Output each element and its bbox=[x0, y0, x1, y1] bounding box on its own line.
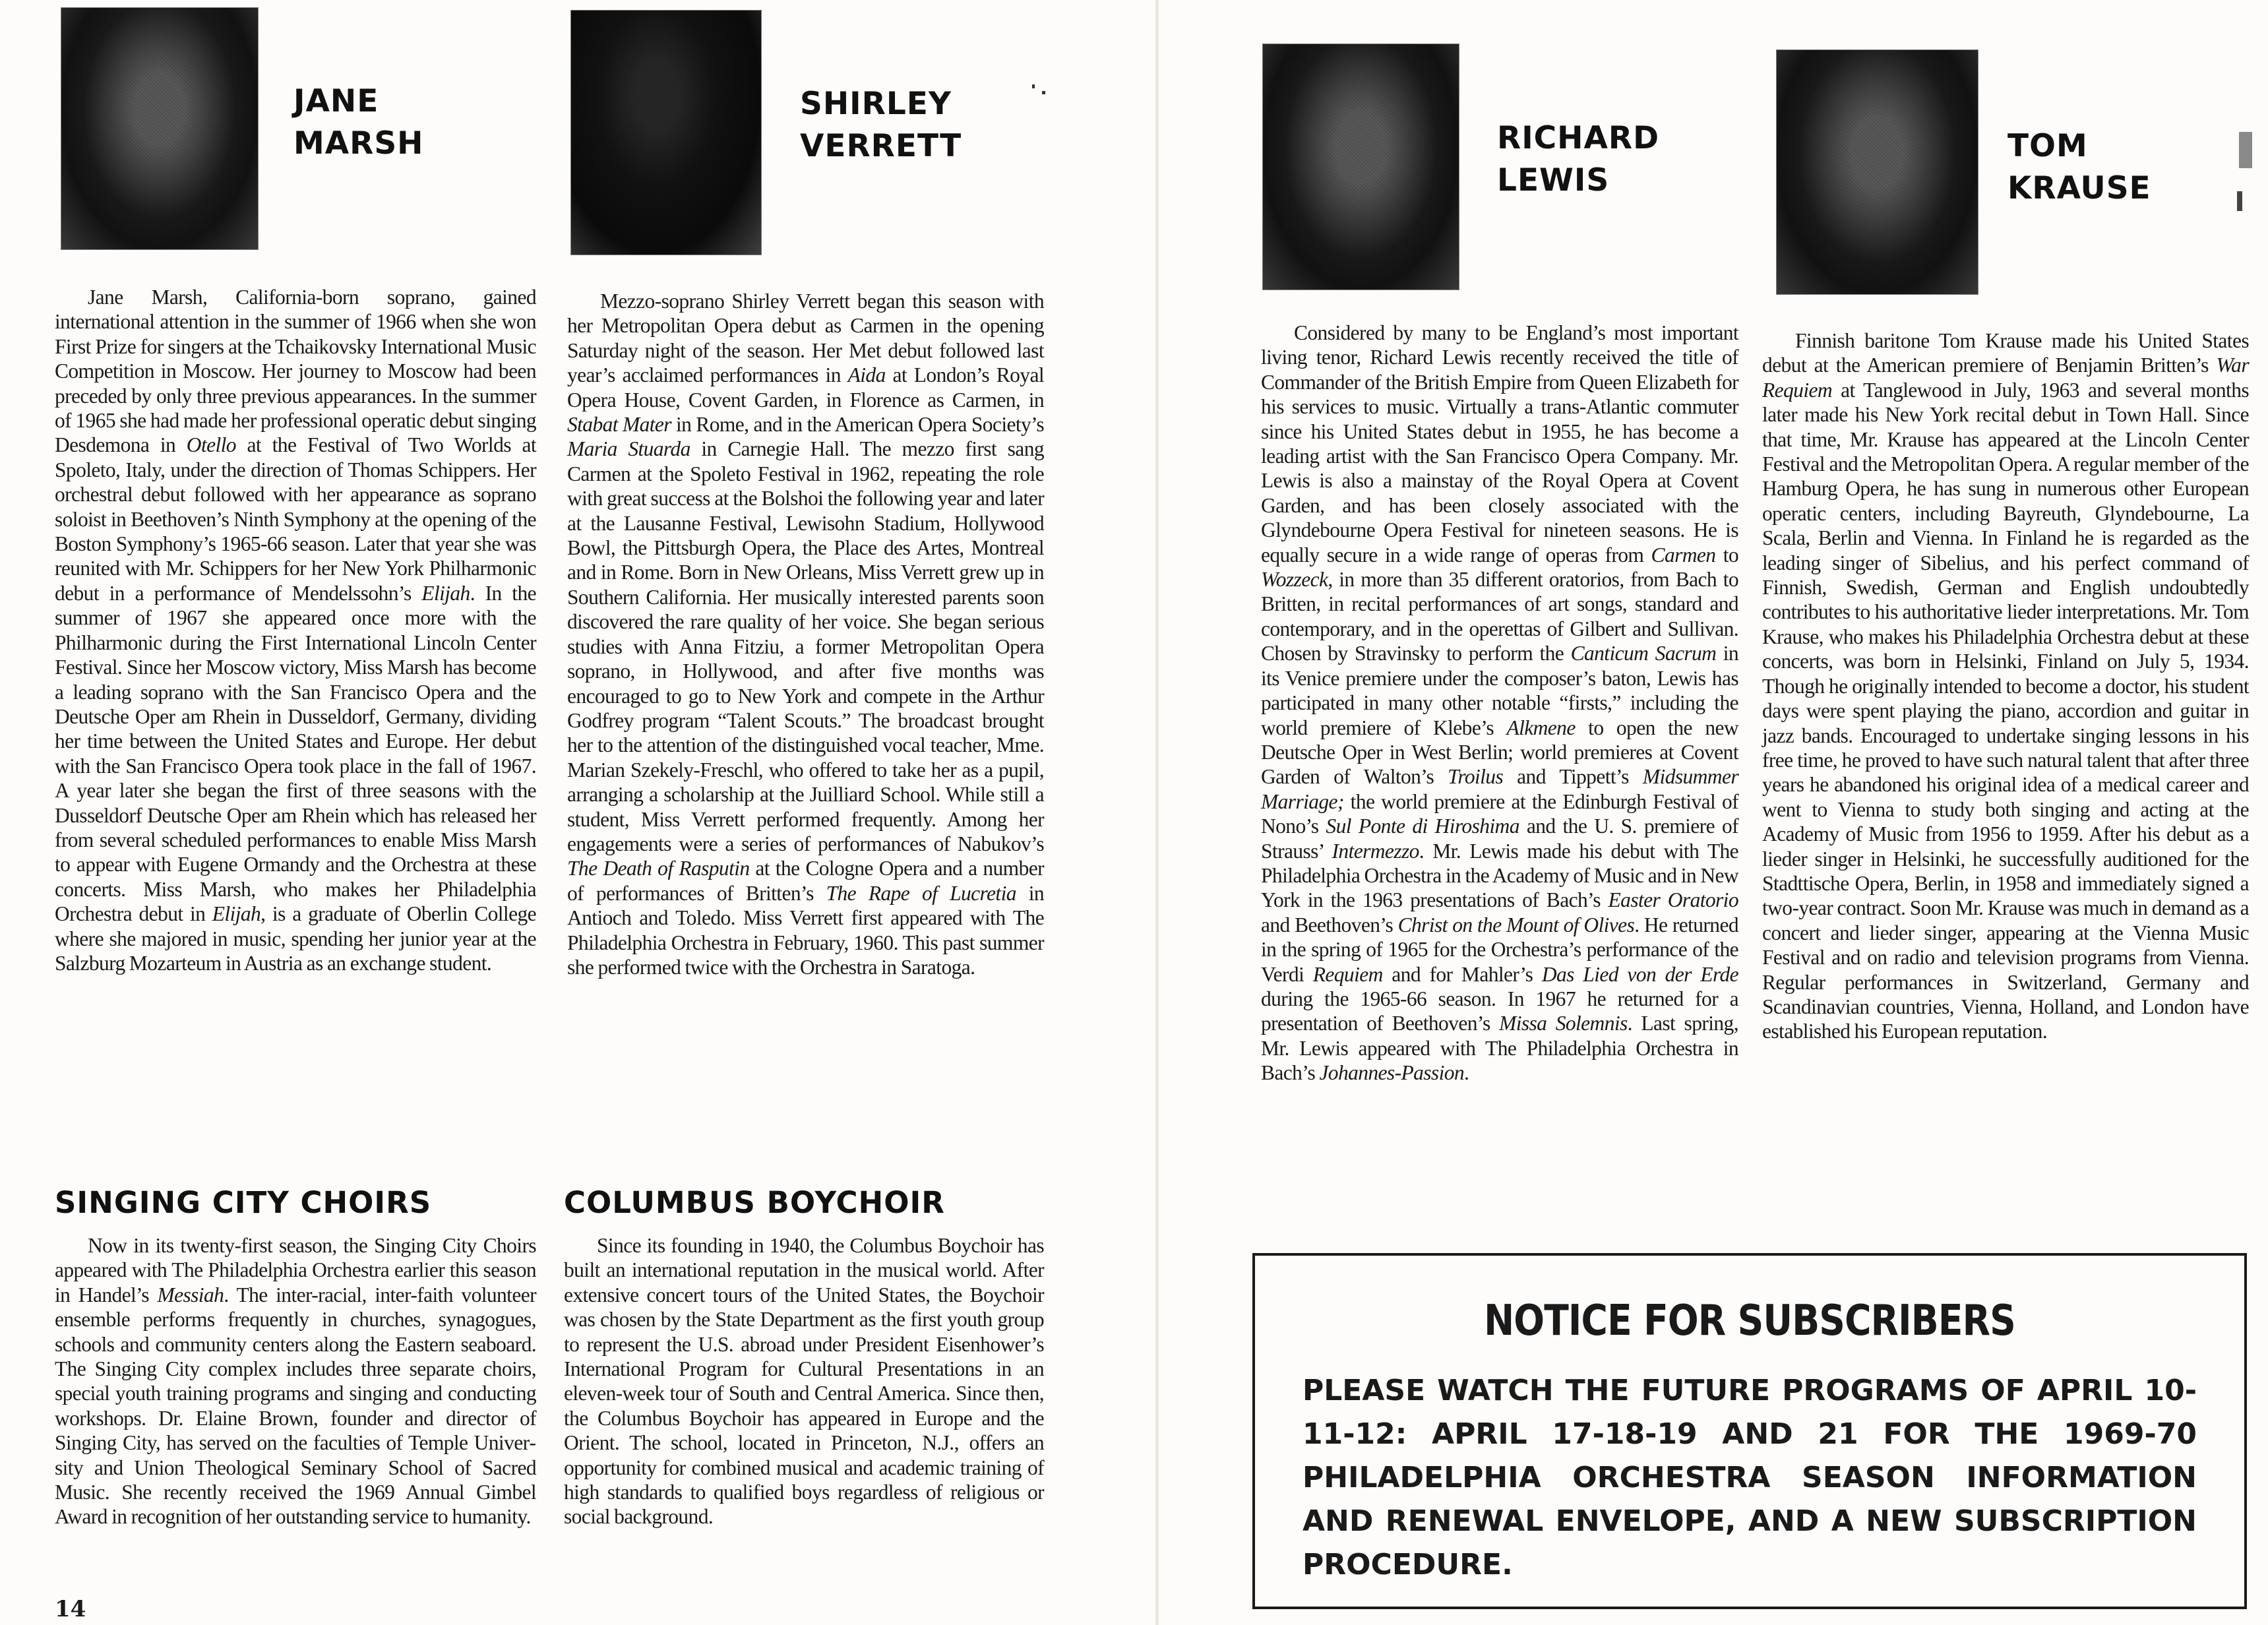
bio-paragraph bbox=[564, 1233, 1044, 1529]
portrait-tom-krause bbox=[1776, 49, 1978, 295]
notice-box bbox=[1252, 1253, 2247, 1609]
notice-title: NOTICE FOR SUBSCRIBERS bbox=[1484, 1297, 2015, 1345]
work-title: Messiah bbox=[157, 1283, 224, 1306]
page-gutter bbox=[1155, 0, 1159, 1625]
text-run: in Antioch and Toledo. Miss Verrett first appeared with The Philadelphia Orchestra in February, 1960. This past summer she performed twice with the Orchestra in Saratoga. bbox=[567, 881, 1044, 979]
work-title: Elijah bbox=[421, 581, 470, 605]
text-run: to open the new Deutsche Oper in West Berlin; world premieres at Covent Garden of Walton’s bbox=[1261, 716, 1738, 789]
text-run: . The inter-racial, inter-faith volunteer ensemble performs frequently in churches, synagogues, schools and community centers along the Eastern seaboard. The Singing City complex includes three separate choirs, special youth training programs and singing and conducting workshops. Dr. Elaine Brown, founder and director of Singing City, has served on the faculties of Temple University and Union Theological Seminary School of Sacred Music. She recently received the 1969 Annual Gimbel Award in recognition of her outstanding service to humanity. bbox=[55, 1283, 536, 1529]
bio-paragraph bbox=[1762, 328, 2249, 1044]
artist-name-shirley-verrett bbox=[800, 83, 962, 168]
portrait-jane-marsh bbox=[61, 7, 259, 250]
print-speck bbox=[1032, 84, 1035, 88]
text-run: Jane Marsh, California-born soprano, gained international attention in the summer of 1966 when she won First Prize for singers at the Tchaikovsky International Music Competition in Moscow. Her journey to Moscow had been preceded by only three previous appearances. In the summer of 1965 she had made her professional operatic debut singing Desdemona in bbox=[55, 286, 536, 457]
work-title: Requiem bbox=[1312, 962, 1383, 986]
artist-last-name: VERRETT bbox=[800, 128, 962, 164]
bio-shirley-verrett bbox=[567, 289, 1044, 979]
work-title: The Death of Rasputin bbox=[567, 857, 750, 880]
bio-paragraph bbox=[567, 289, 1044, 979]
work-title: Easter Oratorio bbox=[1608, 888, 1738, 912]
text-run: in Rome, and in the American Opera Society’s bbox=[671, 413, 1044, 437]
portrait-shirley-verrett bbox=[570, 10, 762, 255]
work-title: Otello bbox=[186, 433, 236, 457]
text-run: in Carnegie Hall. The mezzo first sang Carmen at the Spoleto Festival in 1962, repeating the role with great success at the Bolshoi the following year and later at the Lausanne Festival, Lewisohn Stadium, Hollywood Bowl, the Pittsburgh Opera, the Place des Artes, Montreal and in Rome. Born in New Orleans, Miss Verrett grew up in Southern California. Her musically interested parents soon discovered the rare quality of her voice. She began serious studies with Anna Fitziu, a former Metropolitan Opera soprano, in Hollywood, and after five months was encouraged to go to New York and compete in the Arthur Godfrey program “Talent Scouts.” The broadcast brought her to the attention of the distinguished vocal teacher, Mme. Marian Szekely-Freschl, who offered to take her as a pupil, arranging a scholarship at the Juilliard School. While still a student, Miss Verrett performed frequently. Among her engagements were a series of performances of Nabukov’s bbox=[567, 437, 1044, 855]
work-title: Missa Solemnis bbox=[1499, 1012, 1628, 1035]
artist-name-richard-lewis bbox=[1497, 117, 1659, 202]
section-title-singing-city-choirs: SINGING CITY CHOIRS bbox=[55, 1185, 432, 1220]
section-title-columbus-boychoir: COLUMBUS BOYCHOIR bbox=[564, 1185, 945, 1220]
page-number: 14 bbox=[55, 1596, 86, 1622]
work-title: Stabat Mater bbox=[567, 413, 671, 437]
bio-jane-marsh bbox=[55, 285, 536, 975]
text-run: Since its founding in 1940, the Columbus Boychoir has built an international reputation in the musical world. After extensive concert tours of the United States, the Boychoir was chosen by the State Department as the first youth group to represent the U.S. abroad under President Eisenhower’s International Program for Cultural Presentations in an eleven-week tour of South and Central America. Since then, the Columbus Boychoir has appeared in Europe and the Orient. The school, located in Princeton, N.J., offers an opportunity for combined musical and academic training of high standards to qualified boys regardless of religious or social background. bbox=[564, 1234, 1044, 1529]
work-title: The Rape of Lucretia bbox=[826, 881, 1016, 905]
text-run: at Tanglewood in July, 1963 and several months later made his New York recital debut in Town Hall. Since that time, Mr. Krause has appeared at the Lincoln Center Festival and the Metropolitan Opera. A regular member of the Hamburg Opera, he has sung in numerous other European operatic centers, including Bayreuth, Glyndebourne, La Scala, Berlin and Vienna. In Finland he is regarded as the leading singer of Sibelius, and his perfect command of Finnish, Swedish, German and English undoubtedly contributes to his authoritative lieder interpretations. Mr. Tom Krause, who makes his Philadelphia Orchestra debut at these concerts, was born in Helsinki, Finland on July 5, 1934. Though he originally intended to become a doctor, his student days were spent playing the piano, accordion and guitar in jazz bands. Encouraged to undertake singing lessons in his free time, he proved to have such natural talent that after three years he abandoned his original idea of a medical career and went to Vienna to study both singing and acting at the Academy of Music from 1956 to 1959. After his debut as a lieder singer in Helsinki, he successfully auditioned for the Stadttische Opera, Berlin, in 1958 and immediately signed a two-year contract. Soon Mr. Krause was much in demand as a concert and lieder singer, appearing at the Vienna Music Festival and on radio and television programs from Vienna. Regular performances in Switzerland, Germany and Scandinavian countries, Vienna, Holland, and London have established his European reputation. bbox=[1762, 378, 2249, 1043]
work-title: Aida bbox=[847, 363, 886, 387]
artist-first-name: SHIRLEY bbox=[800, 86, 952, 122]
bio-columbus-boychoir bbox=[564, 1233, 1044, 1529]
work-title: Sul Ponte di Hiroshima bbox=[1326, 814, 1519, 838]
text-run: at the Festival of Two Worlds at Spoleto, Italy, under the direction of Thomas Schippers. Her orchestral debut followed with her appearance as soprano soloist in Beethoven’s Ninth Symphony at the opening of the Boston Symphony’s 1965-66 season. Later that year she was reunited with Mr. Schippers for her New York Philharmonic debut in a performance of Mendelssohn’s bbox=[55, 433, 537, 605]
artist-first-name: RICHARD bbox=[1497, 120, 1660, 156]
work-title: Christ on the Mount of Olives bbox=[1397, 913, 1635, 936]
bio-paragraph bbox=[55, 1233, 536, 1529]
artist-last-name: LEWIS bbox=[1497, 162, 1610, 199]
work-title: Intermezzo bbox=[1332, 839, 1419, 863]
artist-last-name: KRAUSE bbox=[2007, 170, 2151, 206]
work-title: War Requiem bbox=[1762, 353, 2249, 402]
work-title: Carmen bbox=[1651, 543, 1716, 567]
text-run: Mezzo-soprano Shirley Verrett began this season with her Metropolitan Opera debut as Carmen in the opening Saturday night of the season. Her Met debut followed last year’s acclaimed performances in bbox=[567, 290, 1044, 387]
text-run: . Last spring, Mr. Lewis appeared with The Philadelphia Orchestra in Bach’s bbox=[1261, 1012, 1738, 1085]
bio-singing-city-choirs bbox=[55, 1233, 536, 1529]
text-run: Considered by many to be England’s most important living tenor, Richard Lewis recently received the title of Commander of the British Empire from Queen Elizabeth for his services to music. Virtually a trans-Atlantic commuter since his United States debut in 1955, he has become a leading artist with the San Francisco Opera Company. Mr. Lewis is also a mainstay of the Royal Opera at Covent Garden, and has been closely associated with the Glyndebourne Opera Festival for nineteen seasons. He is equally secure in a wide range of operas from bbox=[1261, 321, 1738, 567]
text-run: in its Venice premiere under the composer’s baton, Lewis has participated in many other notable “firsts,” including the world premiere of Klebe’s bbox=[1261, 642, 1739, 739]
text-run: . bbox=[1464, 1061, 1469, 1085]
work-title: Midsummer Marriage; bbox=[1261, 765, 1738, 813]
work-title: Elijah bbox=[212, 902, 261, 926]
text-run: the world premiere at the Edinburgh Festival of Nono’s bbox=[1261, 789, 1738, 838]
artist-first-name: TOM bbox=[2007, 128, 2088, 164]
text-run: to bbox=[1715, 543, 1739, 567]
text-run: Now in its twenty-first season, the Singing City Choirs appeared with The Philadelphia Orchestra earlier this season in Handel’s bbox=[55, 1234, 536, 1306]
bio-paragraph bbox=[55, 285, 536, 975]
work-title: Alkmene bbox=[1506, 716, 1576, 739]
artist-name-jane-marsh bbox=[293, 80, 424, 165]
print-speck bbox=[2239, 132, 2252, 168]
print-speck bbox=[1042, 91, 1045, 94]
text-run: and Tippett’s bbox=[1503, 765, 1643, 789]
work-title: Maria Stuarda bbox=[567, 437, 690, 461]
work-title: Troilus bbox=[1448, 765, 1504, 789]
text-run: Finnish baritone Tom Krause made his United States debut at the American premiere of Benjamin Britten’s bbox=[1762, 329, 2249, 377]
text-run: , is a graduate of Oberlin College where she majored in music, spending her junior year at the Salzburg Mozarteum in Austria as an exchange student. bbox=[55, 902, 536, 975]
work-title: Canticum Sacrum bbox=[1570, 642, 1717, 665]
bio-paragraph bbox=[1261, 321, 1738, 1086]
notice-body: PLEASE WATCH THE FUTURE PROGRAMS OF APRIL 10-11-12: APRIL 17-18-19 AND 21 FOR THE 1969-70 PHILADELPHIA ORCHESTRA SEASON INFORMATION AND RENEWAL ENVELOPE, AND A NEW SUBSCRIPTION PROCEDURE. bbox=[1303, 1374, 2197, 1581]
work-title: Johannes-Passion bbox=[1319, 1061, 1465, 1085]
print-speck bbox=[2237, 191, 2242, 211]
artist-last-name: MARSH bbox=[293, 125, 424, 162]
text-run: , in more than 35 different oratorios, from Bach to Britten, in recital performances of art songs, standard and contemporary, and in the operettas of Gilbert and Sullivan. Chosen by Stravinsky to perform the bbox=[1261, 568, 1738, 665]
text-run: . He returned in the spring of 1965 for the Orchestra’s performance of the Verdi bbox=[1261, 913, 1738, 986]
text-run: at London’s Royal Opera House, Covent Garden, in Florence as Carmen, in bbox=[567, 363, 1044, 412]
work-title: Wozzeck bbox=[1261, 568, 1328, 592]
text-run: . Mr. Lewis made his debut with The Philadelphia Orchestra in the Academy of Music and in New York in the 1963 presentations of Bach’s bbox=[1261, 839, 1738, 912]
portrait-richard-lewis bbox=[1262, 44, 1459, 290]
text-run: and the U. S. premiere of Strauss’ bbox=[1261, 814, 1738, 863]
bio-richard-lewis bbox=[1261, 321, 1738, 1086]
work-title: Das Lied von der Erde bbox=[1541, 962, 1738, 986]
bio-tom-krause bbox=[1762, 328, 2249, 1044]
text-run: and for Mahler’s bbox=[1382, 962, 1542, 986]
text-run: at the Cologne Opera and a number of performances of Britten’s bbox=[567, 857, 1045, 905]
artist-first-name: JANE bbox=[293, 83, 379, 119]
text-run: and Beethoven’s bbox=[1261, 913, 1398, 936]
text-run: during the 1965-66 season. In 1967 he returned for a presentation of Beethoven’s bbox=[1261, 987, 1738, 1035]
text-run: . In the summer of 1967 she appeared once more with the Philharmonic during the First International Lincoln Center Festival. Since her Moscow victory, Miss Marsh has become a leading soprano with the San Francisco Opera and the Deutsche Oper am Rhein in Dusseldorf, Germany, dividing her time between the United States and Europe. Her debut with the San Francisco Opera took place in the fall of 1967. A year later she began the first of three seasons with the Dusseldorf Deutsche Oper am Rhein which has released her from several scheduled performances to enable Miss Marsh to appear with Eugene Ormandy and the Orchestra at these concerts. Miss Marsh, who makes her Philadelphia Orchestra debut in bbox=[55, 581, 536, 926]
artist-name-tom-krause bbox=[2007, 125, 2151, 210]
